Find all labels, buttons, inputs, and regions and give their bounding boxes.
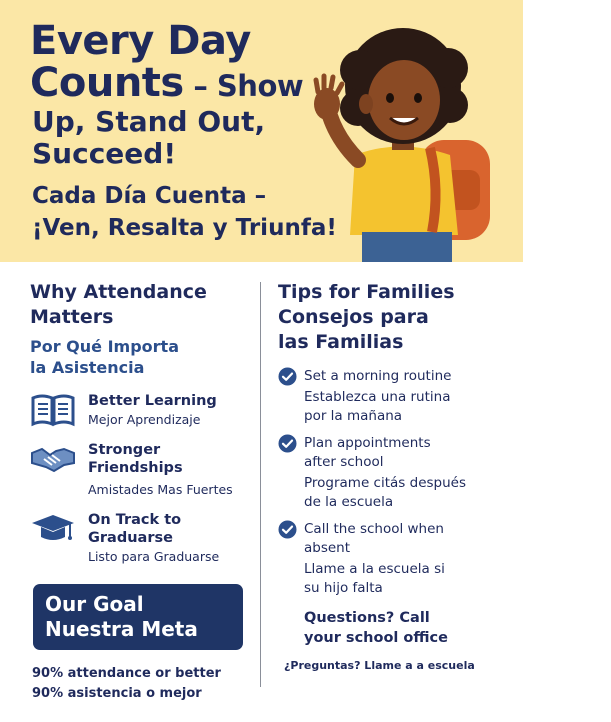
title-show: – Show — [183, 69, 304, 103]
title-es-line-2: ¡Ven, Resalta y Triunfa! — [32, 215, 337, 241]
why-heading — [30, 280, 255, 330]
goal-title-spanish: Nuestra Meta — [45, 617, 198, 641]
benefit-stronger-friendships — [30, 441, 255, 499]
questions-spanish: ¿Preguntas? Llame a a escuela — [284, 659, 475, 672]
book-icon — [30, 392, 76, 428]
tip-english-line-2: after school — [304, 454, 384, 470]
title-english — [30, 20, 303, 107]
questions-line-1: Questions? Call — [304, 610, 430, 626]
tip-item — [278, 367, 598, 426]
benefit-title: Better Learning — [88, 393, 217, 409]
check-circle-icon — [278, 520, 297, 539]
title-spanish — [32, 180, 337, 244]
tip-item — [278, 434, 598, 512]
child-illustration — [300, 20, 510, 262]
why-heading-spanish — [30, 336, 255, 378]
tip-english-line-1: Plan appointments — [304, 435, 431, 451]
benefit-spanish: Listo para Graduarse — [88, 549, 220, 564]
handshake-icon — [30, 441, 76, 477]
questions-english — [278, 608, 598, 648]
tip-spanish-line-2: su hijo falta — [304, 580, 383, 596]
why-heading-line-2: Matters — [30, 306, 114, 328]
benefit-better-learning — [30, 392, 255, 429]
goal-text-english: 90% attendance or better — [32, 666, 221, 681]
tip-spanish-line-2: de la escuela — [304, 494, 394, 510]
goal-box — [33, 584, 243, 650]
tips-heading — [278, 280, 598, 355]
tip-spanish-line-1: Programe citás después — [304, 475, 466, 491]
header-banner — [0, 0, 523, 262]
why-heading-es-line-2: la Asistencia — [30, 358, 145, 377]
tip-item — [278, 520, 598, 598]
benefit-title-line-2: Graduarse — [88, 530, 173, 546]
benefit-title-line-1: Stronger — [88, 442, 161, 458]
graduation-cap-icon — [30, 511, 76, 547]
title-line-3: Up, Stand Out, — [32, 105, 266, 138]
benefit-title-line-1: On Track to — [88, 512, 182, 528]
title-counts: Counts — [30, 60, 184, 106]
goal-title-english: Our Goal — [45, 592, 144, 616]
title-line-1: Every Day — [30, 18, 251, 64]
benefit-on-track — [30, 511, 255, 566]
tip-spanish-line-1: Establezca una rutina — [304, 389, 451, 405]
why-attendance-section — [30, 280, 255, 566]
check-circle-icon — [278, 434, 297, 453]
title-es-line-1: Cada Día Cuenta – — [32, 183, 267, 209]
benefit-spanish: Mejor Aprendizaje — [88, 412, 201, 427]
tip-english: Set a morning routine — [304, 368, 452, 384]
check-circle-icon — [278, 367, 297, 386]
title-english-rest — [32, 106, 265, 170]
title-line-4: Succeed! — [32, 137, 177, 170]
tips-heading-line-1: Tips for Families — [278, 281, 455, 303]
benefit-title-line-2: Friendships — [88, 460, 183, 476]
tips-list — [278, 367, 598, 598]
tips-section — [278, 280, 598, 674]
tips-heading-line-3: las Familias — [278, 331, 404, 353]
questions-line-2: your school office — [304, 630, 448, 646]
goal-text-spanish: 90% asistencia o mejor — [32, 686, 202, 701]
column-divider — [260, 282, 261, 687]
why-heading-line-1: Why Attendance — [30, 281, 207, 303]
tip-spanish-line-2: por la mañana — [304, 408, 403, 424]
tip-english-line-2: absent — [304, 540, 351, 556]
tips-heading-line-2: Consejos para — [278, 306, 429, 328]
why-heading-es-line-1: Por Qué Importa — [30, 337, 179, 356]
benefit-spanish: Amistades Mas Fuertes — [88, 482, 233, 497]
title-line-2 — [30, 62, 303, 107]
tip-english-line-1: Call the school when — [304, 521, 444, 537]
tip-spanish-line-1: Llame a la escuela si — [304, 561, 445, 577]
goal-text — [32, 664, 221, 704]
